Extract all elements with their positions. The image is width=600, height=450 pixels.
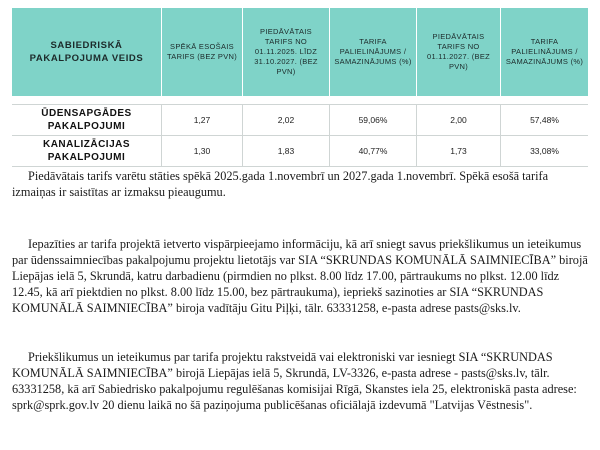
header-service-type: SABIEDRISKĀ PAKALPOJUMA VEIDS: [12, 8, 162, 96]
paragraph-effective-date: Piedāvātais tarifs varētu stāties spēkā 2025.gada 1.novembrī un 2027.gada 1.novembrī. Spēkā esošā tarifa izmaiņas ir saistītas ar izmaksu pieaugumu.: [12, 169, 549, 199]
paragraph-consultation-info: Iepazīties ar tarifa projektā ietverto vispārpieejamo informāciju, kā arī sniegt savus priekšlikumus un ieteikumus par ūdenssaimniecības pakalpojumu projektu lietotājs var SIA “SKRUNDAS KOMUNĀLĀ SAIMNIECĪBA” birojā Liepājas ielā 5, Skrundā, katru darbadienu (pirmdien no plkst. 8.00 līdz 17.00, pārtraukums no plkst. 12.00 līdz 12.45, kā arī piektdien no plkst. 8.00 līdz 15.00, bez pārtraukuma), iepriekš sazinoties ar SIA “SKRUNDAS KOMUNĀLĀ SAIMNIECĪBA” biroja vadītāju Gitu Piļķi, tālr. 63331258, e-pasta adrese pasts@sks.lv.: [12, 237, 588, 315]
table-row: [12, 104, 588, 136]
cell-proposed-tariff-2027: 2,00: [417, 104, 501, 136]
header-current-tariff: SPĒKĀ ESOŠAIS TARIFS (BEZ PVN): [162, 8, 243, 96]
cell-change-percent-2027: 33,08%: [501, 136, 588, 167]
cell-change-percent-2025: 59,06%: [330, 104, 417, 136]
header-change-percent-2027: TARIFA PALIELINĀJUMS / SAMAZINĀJUMS (%): [501, 8, 588, 96]
table-row: [12, 136, 588, 167]
table-spacer: [12, 96, 588, 104]
header-proposed-tariff-2027: PIEDĀVĀTAIS TARIFS NO 01.11.2027. (BEZ PVN): [417, 8, 501, 96]
row-service-name: KANALIZĀCIJAS PAKALPOJUMI: [12, 136, 162, 167]
header-change-percent-2025: TARIFA PALIELINĀJUMS / SAMAZINĀJUMS (%): [330, 8, 417, 96]
cell-current-tariff: 1,27: [162, 104, 243, 136]
row-service-name: ŪDENSAPGĀDES PAKALPOJUMI: [12, 104, 162, 136]
tariff-table: [12, 8, 588, 167]
cell-proposed-tariff-2025: 1,83: [243, 136, 330, 167]
cell-current-tariff: 1,30: [162, 136, 243, 167]
cell-change-percent-2025: 40,77%: [330, 136, 417, 167]
table-header-row: [12, 8, 588, 96]
paragraph-submission-info: Priekšlikumus un ieteikumus par tarifa projektu rakstveidā vai elektroniski var iesniegt SIA “SKRUNDAS KOMUNĀLĀ SAIMNIECĪBA” birojā Liepājas ielā 5, Skrundā, LV-3326, e-pasta adrese - pasts@sks.lv, tālr. 63331258, kā arī Sabiedrisko pakalpojumu regulēšanas komisijai Rīgā, Skanstes iela 25, elektroniskā pasta adrese: sprk@sprk.gov.lv 20 dienu laikā no šā paziņojuma publicēšanas oficiālajā izdevumā "Latvijas Vēstnesis".: [12, 350, 577, 412]
cell-change-percent-2027: 57,48%: [501, 104, 588, 136]
header-proposed-tariff-2025: PIEDĀVĀTAIS TARIFS NO 01.11.2025. LĪDZ 31.10.2027. (BEZ PVN): [243, 8, 330, 96]
cell-proposed-tariff-2027: 1,73: [417, 136, 501, 167]
cell-proposed-tariff-2025: 2,02: [243, 104, 330, 136]
